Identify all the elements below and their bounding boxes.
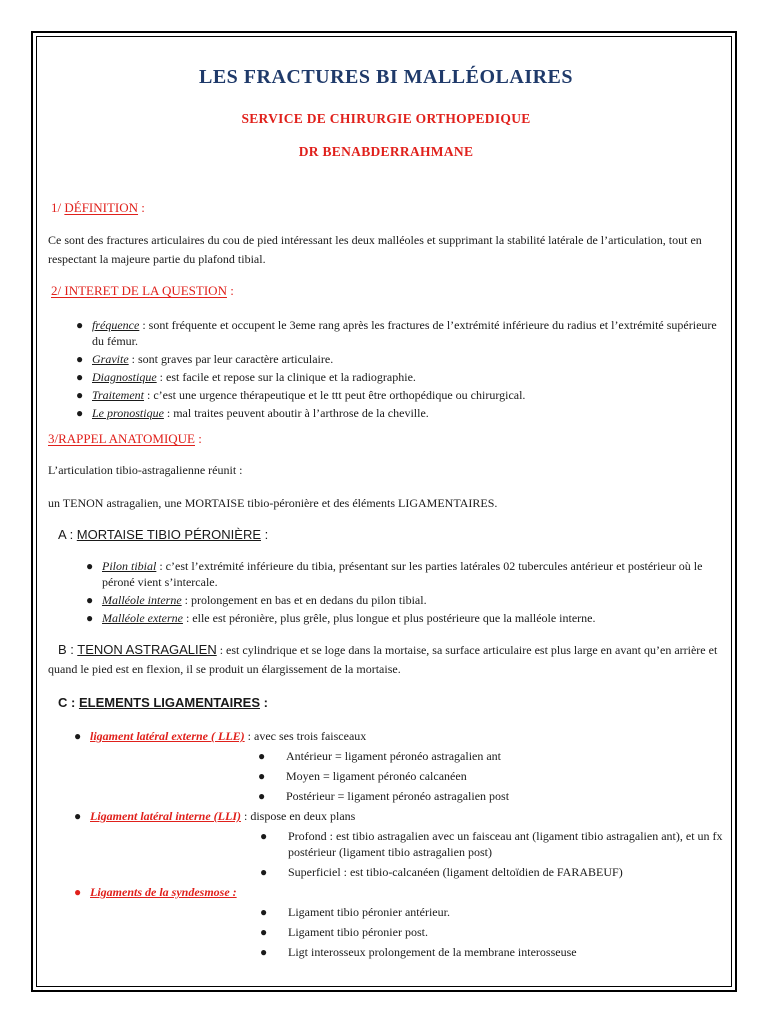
list-item: ● Ligament tibio péronier antérieur. bbox=[260, 905, 450, 919]
list-item: ● Diagnostique : est facile et repose sur la clinique et la radiographie. bbox=[76, 370, 416, 384]
document-title: LES FRACTURES BI MALLÉOLAIRES bbox=[198, 66, 574, 88]
ligaments-list bbox=[74, 808, 724, 824]
list-item: ● Ligt interosseux prolongement de la membrane interosseuse bbox=[260, 945, 577, 959]
lle-sublist bbox=[258, 748, 706, 804]
list-item: ● fréquence : sont fréquente et occupent le 3eme rang après les fractures de l’extrémité inférieure du radius et l’extrémité supérieure du fémur. bbox=[76, 318, 717, 348]
list-item: ● Antérieur = ligament péronéo astragalien ant bbox=[258, 749, 502, 763]
heading-tenon: TENON ASTRAGALIEN bbox=[77, 642, 217, 657]
list-item: ● Traitement : c’est une urgence thérapeutique et le ttt peut être orthopédique ou chirurgical. bbox=[76, 388, 526, 402]
ligaments-list bbox=[74, 728, 724, 744]
list-item: ● Malléole externe : elle est péronière, plus grêle, plus longue et plus postérieure que la malléole interne. bbox=[86, 611, 596, 625]
doctor-name: DR BENABDERRAHMANE bbox=[298, 144, 474, 159]
document-body bbox=[48, 60, 724, 960]
synd-sublist bbox=[260, 904, 724, 960]
rappel-line-2: un TENON astragalien, une MORTAISE tibio-péronière et des éléments LIGAMENTAIRES. bbox=[48, 496, 498, 510]
list-item: ● Superficiel : est tibio-calcanéen (ligament deltoïdien de FARABEUF) bbox=[260, 865, 623, 879]
tenon-paragraph: B : TENON ASTRAGALIEN : est cylindrique et se loge dans la mortaise, sa surface articulaire est plus large en avant qu’en arrière et quand le pied est en flexion, il se produit un élargissement de la mortaise. bbox=[48, 642, 718, 676]
list-item: ● Postérieur = ligament péronéo astragalien post bbox=[258, 789, 510, 803]
heading-interet: 2/ INTERET DE LA QUESTION : bbox=[51, 283, 234, 298]
list-item-lli: ● Ligament latéral interne (LLI) : dispose en deux plans bbox=[74, 809, 356, 823]
list-item: ● Ligament tibio péronier post. bbox=[260, 925, 428, 939]
heading-rappel: 3/RAPPEL ANATOMIQUE : bbox=[48, 431, 202, 446]
mortaise-list bbox=[86, 558, 722, 626]
list-item-syndesmose: ● Ligaments de la syndesmose : bbox=[74, 885, 237, 899]
list-item: ● Moyen = ligament péronéo calcanéen bbox=[258, 769, 467, 783]
list-item: ● Le pronostique : mal traites peuvent aboutir à l’arthrose de la cheville. bbox=[76, 406, 429, 420]
list-item: ● Malléole interne : prolongement en bas et en dedans du pilon tibial. bbox=[86, 593, 427, 607]
list-item: ● Pilon tibial : c’est l’extrémité inférieure du tibia, présentant sur les parties latérales 02 tubercules antérieur et postérieur où le péroné vient s’intercale. bbox=[86, 559, 703, 589]
lli-sublist bbox=[260, 828, 724, 880]
list-item: ● Gravite : sont graves par leur caractère articulaire. bbox=[76, 352, 334, 366]
list-item-lle: ● ligament latéral externe ( LLE) : avec ses trois faisceaux bbox=[74, 729, 367, 743]
heading-mortaise: A : MORTAISE TIBIO PÉRONIÈRE : bbox=[58, 527, 269, 542]
interet-list bbox=[76, 317, 722, 421]
ligaments-list bbox=[74, 884, 724, 900]
rappel-line-1: L’articulation tibio-astragalienne réunit : bbox=[48, 463, 243, 477]
heading-definition-title: DÉFINITION bbox=[64, 200, 139, 215]
service-name: SERVICE DE CHIRURGIE ORTHOPEDIQUE bbox=[241, 111, 531, 126]
list-item: ● Profond : est tibio astragalien avec un faisceau ant (ligament tibio astragalien ant), et un fx postérieur (ligament tibio astragalien post) bbox=[260, 829, 723, 859]
heading-definition: 1/ DÉFINITION : bbox=[51, 200, 145, 215]
heading-ligaments: C : ELEMENTS LIGAMENTAIRES : bbox=[58, 695, 268, 710]
definition-text: Ce sont des fractures articulaires du cou de pied intéressant les deux malléoles et supprimant la stabilité latérale de l’articulation, tout en respectant la majeure partie du plafond tibial. bbox=[48, 233, 702, 266]
